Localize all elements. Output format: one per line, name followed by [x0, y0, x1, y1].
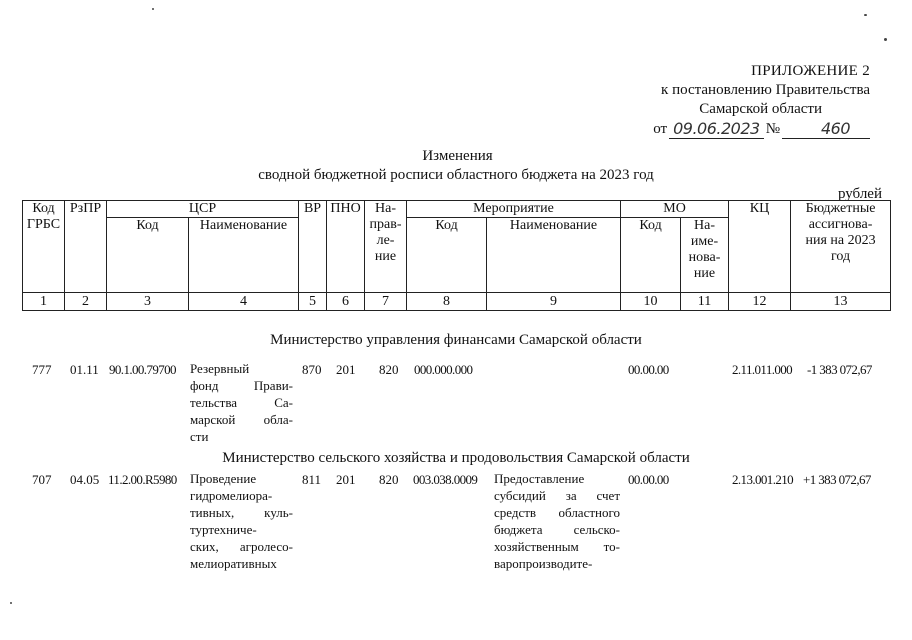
- col-number: 11: [681, 293, 729, 311]
- cell-csr-name: [190, 360, 293, 445]
- handwritten-number: 460: [782, 119, 870, 139]
- header-mo: МО: [621, 201, 729, 218]
- mer-name-line: средств областного: [494, 505, 620, 520]
- cell-vr: 870: [302, 362, 322, 377]
- cell-csr-code: 90.1.00.79700: [109, 362, 176, 377]
- csr-name-line: фонд Прави-: [190, 378, 293, 393]
- header-napravlenie: На- прав- ле- ние: [365, 201, 407, 293]
- header-number-row: [23, 293, 891, 311]
- cell-grbs: 777: [32, 362, 52, 377]
- header-mo-code: Код: [621, 218, 681, 293]
- cell-csr-code: 11.2.00.R5980: [108, 472, 177, 487]
- csr-name-line: сти: [190, 429, 209, 444]
- csr-name-line: тивных, куль-: [190, 505, 293, 520]
- col-number: 2: [65, 293, 107, 311]
- csr-name-line: гидромелиора-: [190, 488, 273, 503]
- cell-pno: 201: [336, 472, 356, 487]
- budget-table-header: [22, 200, 891, 311]
- csr-name-line: Резервный: [190, 361, 250, 376]
- header-kc: КЦ: [729, 201, 791, 293]
- col-number: 4: [189, 293, 299, 311]
- mer-name-line: варопроизводите-: [494, 556, 593, 571]
- section-title-agriculture: Министерство сельского хозяйства и продовольствия Самарской области: [222, 450, 690, 466]
- cell-mo-code: 00.00.00: [628, 472, 669, 487]
- mer-name-line: Предоставление: [494, 471, 585, 486]
- number-prefix: №: [765, 121, 780, 137]
- appendix-block: [600, 62, 870, 139]
- csr-name-line: мелиоративных: [190, 556, 277, 571]
- cell-mer-code: 000.000.000: [414, 362, 473, 377]
- appendix-line1: к постановлению Правительства: [661, 82, 870, 98]
- col-number: 9: [487, 293, 621, 311]
- cell-napr: 820: [379, 472, 399, 487]
- appendix-heading: ПРИЛОЖЕНИЕ 2: [751, 63, 870, 79]
- col-number: 7: [365, 293, 407, 311]
- appendix-line2: Самарской области: [699, 101, 822, 117]
- document-title: [0, 147, 912, 185]
- col-number: 10: [621, 293, 681, 311]
- csr-name-line: ских, агролесо-: [190, 539, 293, 554]
- scan-speck: [864, 14, 867, 16]
- col-number: 8: [407, 293, 487, 311]
- date-prefix: от: [653, 121, 668, 137]
- csr-name-line: Проведение: [190, 471, 257, 486]
- col-number: 6: [327, 293, 365, 311]
- mer-name-line: хозяйственным то-: [494, 539, 620, 554]
- cell-kc: 2.13.001.210: [732, 472, 794, 487]
- cell-amount: -1 383 072,67: [807, 362, 872, 377]
- appendix-date-row: [600, 119, 870, 139]
- header-vr: ВР: [299, 201, 327, 293]
- scan-speck: [884, 38, 887, 41]
- header-rzpr: РзПР: [65, 201, 107, 293]
- cell-rzpr: 04.05: [70, 472, 100, 487]
- cell-napr: 820: [379, 362, 399, 377]
- csr-name-line: тельства Са-: [190, 395, 293, 410]
- header-mer-code: Код: [407, 218, 487, 293]
- header-csr-code: Код: [107, 218, 189, 293]
- title-line2: сводной бюджетной росписи областного бюджета на 2023 год: [258, 167, 654, 183]
- header-csr-name: Наименование: [189, 218, 299, 293]
- cell-csr-name: [190, 470, 293, 572]
- header-csr: ЦСР: [107, 201, 299, 218]
- cell-grbs: 707: [32, 472, 52, 487]
- cell-rzpr: 01.11: [70, 362, 99, 377]
- csr-name-line: марской обла-: [190, 412, 293, 427]
- header-budget: Бюджетные ассигнова- ния на 2023 год: [791, 201, 891, 293]
- col-number: 13: [791, 293, 891, 311]
- col-number: 12: [729, 293, 791, 311]
- header-pno: ПНО: [327, 201, 365, 293]
- cell-vr: 811: [302, 472, 322, 487]
- cell-mer-code: 003.038.0009: [413, 472, 478, 487]
- cell-mer-name: [494, 470, 620, 572]
- cell-mo-code: 00.00.00: [628, 362, 669, 377]
- header-mer-name: Наименование: [487, 218, 621, 293]
- scan-speck: [152, 8, 154, 10]
- mer-name-line: субсидий за счет: [494, 488, 620, 503]
- cell-amount: +1 383 072,67: [803, 472, 871, 487]
- header-mo-name: На- име- нова- ние: [681, 218, 729, 293]
- header-grbs: Код ГРБС: [23, 201, 65, 293]
- col-number: 3: [107, 293, 189, 311]
- title-line1: Изменения: [422, 148, 493, 164]
- header-meropriyatie: Мероприятие: [407, 201, 621, 218]
- handwritten-date: 09.06.2023: [669, 119, 764, 139]
- units-label: рублей: [837, 186, 882, 202]
- scan-speck: [10, 602, 12, 604]
- col-number: 1: [23, 293, 65, 311]
- csr-name-line: туртехниче-: [190, 522, 257, 537]
- cell-kc: 2.11.011.000: [732, 362, 793, 377]
- mer-name-line: бюджета сельско-: [494, 522, 620, 537]
- section-title-finance: Министерство управления финансами Самарской области: [270, 332, 642, 348]
- cell-pno: 201: [336, 362, 356, 377]
- col-number: 5: [299, 293, 327, 311]
